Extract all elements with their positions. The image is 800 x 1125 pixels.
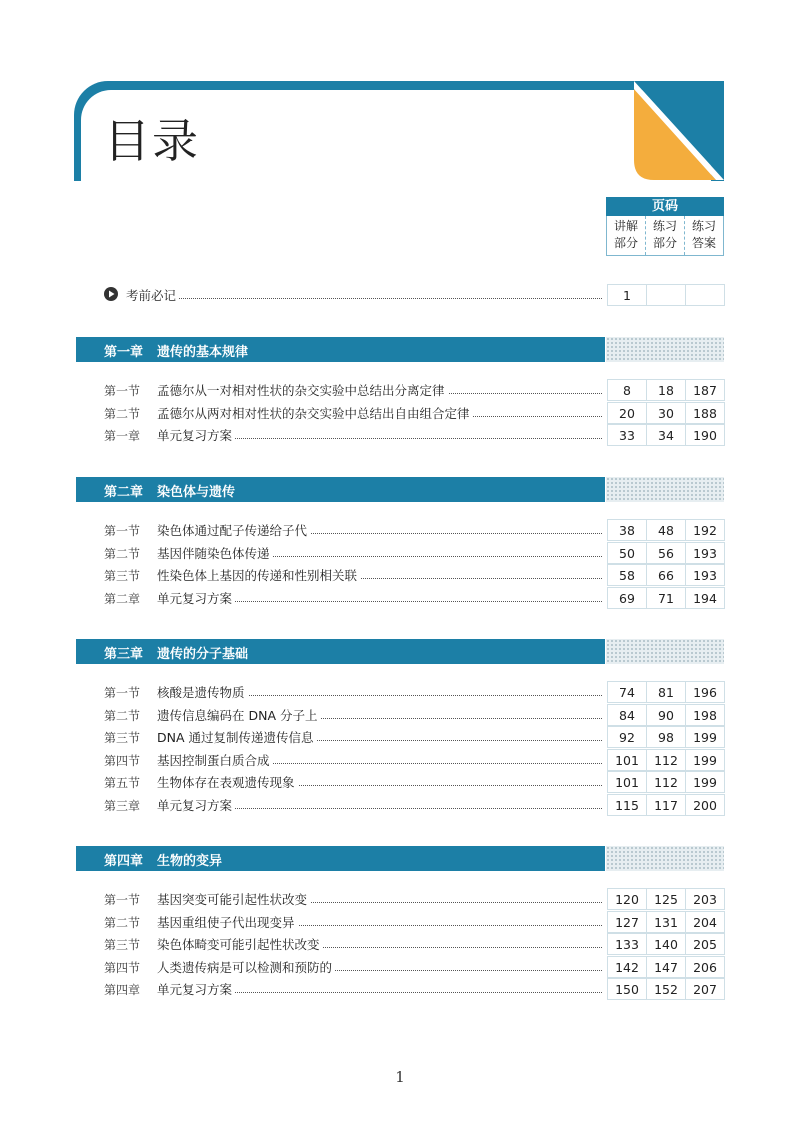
chapter-header [76, 846, 724, 871]
page-answers: 206 [685, 956, 725, 978]
page-practice: 147 [646, 956, 686, 978]
chapter-number: 第一章 [104, 345, 144, 360]
page-explain: 120 [607, 888, 647, 910]
page-numbers [607, 379, 725, 401]
page-answers: 200 [685, 794, 725, 816]
page-practice: 112 [646, 749, 686, 771]
toc-entry-title: 染色体畸变可能引起性状改变 [157, 937, 323, 952]
page-practice: 48 [646, 519, 686, 541]
page-code-columns [606, 216, 724, 256]
toc-entry-title: 核酸是遗传物质 [157, 685, 248, 700]
page-practice: 112 [646, 771, 686, 793]
page-explain: 127 [607, 911, 647, 933]
page-practice: 30 [646, 402, 686, 424]
toc-row[interactable] [104, 771, 724, 793]
section-number: 第二章 [104, 591, 141, 606]
toc-row[interactable] [104, 564, 724, 586]
page-answers: 203 [685, 888, 725, 910]
chapter-pattern [606, 639, 724, 664]
chapter-pattern [606, 477, 724, 502]
section-number: 第五节 [104, 776, 141, 790]
toc-row[interactable] [104, 726, 724, 748]
chapter-header [76, 639, 724, 664]
page-number: 1 [395, 1068, 405, 1086]
chapter-number: 第三章 [104, 647, 144, 662]
chapter-number: 第二章 [104, 485, 144, 500]
page-practice: 71 [646, 587, 686, 609]
page-practice: 152 [646, 978, 686, 1000]
chapter-title: 遗传的分子基础 [157, 647, 249, 662]
section-number: 第四章 [104, 983, 141, 997]
toc-entry-title: 单元复习方案 [157, 428, 235, 443]
page-practice: 18 [646, 379, 686, 401]
page-numbers [607, 424, 725, 446]
section-number: 第二节 [104, 546, 141, 561]
toc-row-intro[interactable] [104, 284, 724, 306]
section-number: 第一节 [104, 686, 141, 700]
toc-row[interactable] [104, 704, 724, 726]
page-numbers [607, 519, 725, 541]
toc-row[interactable] [104, 794, 724, 816]
toc-row[interactable] [104, 956, 724, 978]
chapter-pattern [606, 337, 724, 362]
column-practice-label: 练习 部分 [645, 216, 684, 255]
page-explain: 20 [607, 402, 647, 424]
page-numbers [607, 933, 725, 955]
page-numbers [607, 749, 725, 771]
page-explain: 33 [607, 424, 647, 446]
page-answers: 199 [685, 749, 725, 771]
page-practice: 125 [646, 888, 686, 910]
page-title: 目录 [104, 114, 200, 168]
page-answers: 198 [685, 704, 725, 726]
toc-entry-title: 单元复习方案 [157, 591, 235, 606]
page-numbers [607, 284, 725, 306]
page-answers: 205 [685, 933, 725, 955]
toc-entry-title: 遗传信息编码在 DNA 分子上 [157, 708, 320, 723]
page-numbers [607, 681, 725, 703]
toc-row[interactable] [104, 402, 724, 424]
page-answers: 194 [685, 587, 725, 609]
page-answers [685, 284, 725, 306]
toc-entry-title: 单元复习方案 [157, 982, 235, 997]
page-answers: 207 [685, 978, 725, 1000]
page-explain: 142 [607, 956, 647, 978]
page-explain: 8 [607, 379, 647, 401]
section-number: 第一章 [104, 429, 141, 443]
page-answers: 199 [685, 726, 725, 748]
page-practice: 98 [646, 726, 686, 748]
page-explain: 69 [607, 587, 647, 609]
page-explain: 38 [607, 519, 647, 541]
page-practice: 56 [646, 542, 686, 564]
section-number: 第三章 [104, 798, 141, 813]
page-answers: 204 [685, 911, 725, 933]
section-number: 第二节 [104, 406, 141, 421]
column-explain-label: 讲解 部分 [613, 219, 638, 250]
page-numbers [607, 587, 725, 609]
page-answers: 196 [685, 681, 725, 703]
section-number: 第二节 [104, 708, 141, 723]
page-numbers [607, 771, 725, 793]
toc-row[interactable] [104, 749, 724, 771]
page-practice: 131 [646, 911, 686, 933]
page-explain: 50 [607, 542, 647, 564]
page-numbers [607, 726, 725, 748]
page-answers: 199 [685, 771, 725, 793]
section-number: 第四节 [104, 753, 141, 768]
toc-row[interactable] [104, 542, 724, 564]
section-number: 第三节 [104, 731, 141, 745]
section-number: 第一节 [104, 524, 141, 538]
toc-row[interactable] [104, 379, 724, 401]
page-answers: 192 [685, 519, 725, 541]
page-answers: 193 [685, 564, 725, 586]
page-practice: 90 [646, 704, 686, 726]
section-number: 第一节 [104, 384, 141, 398]
page-practice: 117 [646, 794, 686, 816]
section-number: 第三节 [104, 569, 141, 583]
page-explain: 115 [607, 794, 647, 816]
toc-entry-title: 单元复习方案 [157, 798, 235, 813]
page-explain: 150 [607, 978, 647, 1000]
page-answers: 193 [685, 542, 725, 564]
toc-row[interactable] [104, 888, 724, 910]
page-answers: 188 [685, 402, 725, 424]
chapter-title: 生物的变异 [157, 854, 223, 869]
section-number: 第三节 [104, 938, 141, 952]
toc-row[interactable] [104, 978, 724, 1000]
page-numbers [607, 542, 725, 564]
chapter-pattern [606, 846, 724, 871]
toc-entry-title: 人类遗传病是可以检测和预防的 [157, 960, 335, 975]
toc-entry-title: 基因突变可能引起性状改变 [157, 892, 310, 907]
toc-row[interactable] [104, 933, 724, 955]
toc-entry-title: 孟德尔从两对相对性状的杂交实验中总结出自由组合定律 [157, 406, 473, 421]
page-numbers [607, 888, 725, 910]
corner-triangle-decoration [634, 81, 724, 180]
page-explain: 101 [607, 771, 647, 793]
toc-entry-title: 考前必记 [126, 288, 179, 303]
toc-row[interactable] [104, 911, 724, 933]
toc-row[interactable] [104, 587, 724, 609]
page-explain: 133 [607, 933, 647, 955]
toc-entry-title: 基因重组使子代出现变异 [157, 915, 298, 930]
page-answers: 190 [685, 424, 725, 446]
page-code-heading: 页码 [606, 197, 724, 216]
page-code-key [606, 197, 724, 256]
toc-row[interactable] [104, 424, 724, 446]
page-explain: 84 [607, 704, 647, 726]
page-numbers [607, 402, 725, 424]
toc-entry-title: 生物体存在表观遗传现象 [157, 775, 298, 790]
page-answers: 187 [685, 379, 725, 401]
toc-entry-title: 基因控制蛋白质合成 [157, 753, 273, 768]
chapter-title: 染色体与遗传 [157, 485, 236, 500]
page-explain: 1 [607, 284, 647, 306]
toc-entry-title: 性染色体上基因的传递和性别相关联 [157, 568, 360, 583]
page-practice: 140 [646, 933, 686, 955]
page-numbers [607, 704, 725, 726]
page-numbers [607, 911, 725, 933]
page-numbers [607, 956, 725, 978]
page-explain: 58 [607, 564, 647, 586]
section-number: 第一节 [104, 893, 141, 907]
toc-row[interactable] [104, 519, 724, 541]
page-numbers [607, 978, 725, 1000]
chapter-title: 遗传的基本规律 [157, 345, 249, 360]
page-practice: 81 [646, 681, 686, 703]
chapter-header [76, 337, 724, 362]
section-number: 第二节 [104, 915, 141, 930]
page-explain: 101 [607, 749, 647, 771]
toc-entry-title: 基因伴随染色体传递 [157, 546, 273, 561]
column-answers-label: 练习 答案 [684, 216, 723, 255]
toc-entry-title: 孟德尔从一对相对性状的杂交实验中总结出分离定律 [157, 383, 448, 398]
toc-entry-title: DNA 通过复制传递遗传信息 [157, 730, 317, 745]
toc-row[interactable] [104, 681, 724, 703]
toc-entry-title: 染色体通过配子传递给子代 [157, 523, 310, 538]
chapter-header [76, 477, 724, 502]
page-practice: 66 [646, 564, 686, 586]
section-number: 第四节 [104, 960, 141, 975]
page-numbers [607, 564, 725, 586]
page-practice: 34 [646, 424, 686, 446]
page-numbers [607, 794, 725, 816]
page-explain: 92 [607, 726, 647, 748]
chapter-number: 第四章 [104, 854, 144, 869]
page-practice [646, 284, 686, 306]
page-explain: 74 [607, 681, 647, 703]
